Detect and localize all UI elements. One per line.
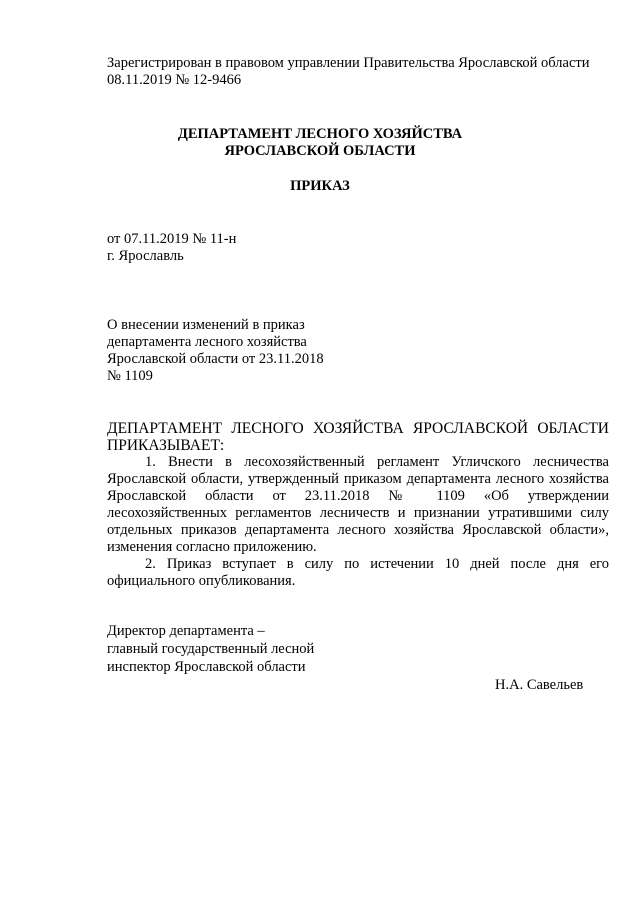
document-type-title: ПРИКАЗ [290, 178, 350, 194]
signature-title-line-1: Директор департамента – [107, 623, 265, 639]
department-title-line-1: ДЕПАРТАМЕНТ ЛЕСНОГО ХОЗЯЙСТВА [177, 126, 463, 142]
subject-line-2: департамента лесного хозяйства [107, 334, 307, 350]
registration-line-2: 08.11.2019 № 12-9466 [107, 72, 242, 88]
signatory-name: Н.А. Савельев [495, 677, 584, 693]
order-item-2: 2. Приказ вступает в силу по истечении 10 дней после дня его официального опубликования. [107, 556, 609, 589]
subject-line-1: О внесении изменений в приказ [107, 317, 305, 333]
subject-line-4: № 1109 [107, 368, 153, 384]
department-title-line-2: ЯРОСЛАВСКОЙ ОБЛАСТИ [224, 143, 416, 159]
order-item-1: 1. Внести в лесохозяйственный регламент Угличского лесничества Ярославской области, утвержденный приказом департамента лесного хозяйства Ярославской области от 23.11.2018 № 1109 «Об утверждении лесохозяйственных регламентов лесничеств и признании утратившими силу отдельных приказов департамента лесного хозяйства Ярославской области», изменения согласно приложению. [107, 454, 609, 555]
order-city: г. Ярославль [107, 248, 184, 264]
order-body [107, 420, 609, 590]
signature-title [107, 622, 314, 676]
order-date-number: от 07.11.2019 № 11-н [107, 231, 237, 247]
subject-line-3: Ярославской области от 23.11.2018 [107, 351, 324, 367]
signature-title-line-3: инспектор Ярославской области [107, 659, 306, 675]
registration-line-1: Зарегистрирован в правовом управлении Правительства Ярославской области [107, 55, 590, 71]
preamble-text: ДЕПАРТАМЕНТ ЛЕСНОГО ХОЗЯЙСТВА ЯРОСЛАВСКОЙ ОБЛАСТИ ПРИКАЗЫВАЕТ: [107, 420, 609, 454]
signature-title-line-2: главный государственный лесной [107, 641, 315, 657]
